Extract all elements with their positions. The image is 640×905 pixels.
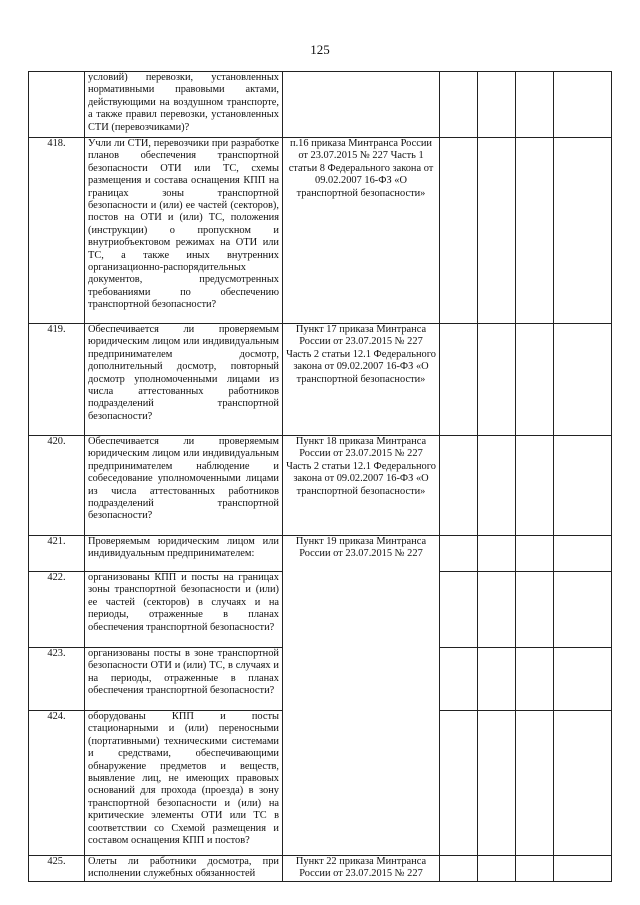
question-text: Обеспечивается ли проверяемым юридическим лицом или индивидуальным предпринимателем досмотр, дополнительный досмотр, повторный досмотр уполномоченными лицами из числа аттестованных работников подразделений транспортной безопасности? (85, 324, 283, 436)
comment-cell (554, 536, 612, 572)
table-row (29, 436, 612, 536)
answer-cell-no (478, 572, 516, 648)
answer-cell-no (478, 138, 516, 324)
reference-text: п.16 приказа Минтранса России от 23.07.2015 № 227 Часть 1 статьи 8 Федерального закона от 09.02.2007 16-ФЗ «О транспортной безопасности» (283, 138, 440, 324)
table-row (29, 138, 612, 324)
row-number: 421. (29, 536, 85, 572)
answer-cell-no (478, 711, 516, 856)
reference-text: Пункт 17 приказа Минтранса России от 23.07.2015 № 227 Часть 2 статьи 12.1 Федерального закона от 09.02.2007 16-ФЗ «О транспортной безопасности» (283, 324, 440, 436)
answer-cell-yes (440, 711, 478, 856)
answer-cell-na (516, 572, 554, 648)
reference-text: Пункт 18 приказа Минтранса России от 23.07.2015 № 227 Часть 2 статьи 12.1 Федерального закона от 09.02.2007 16-ФЗ «О транспортной безопасности» (283, 436, 440, 536)
row-number: 419. (29, 324, 85, 436)
answer-cell-na (516, 138, 554, 324)
comment-cell (554, 324, 612, 436)
row-number: 420. (29, 436, 85, 536)
answer-cell-na (516, 536, 554, 572)
question-text: условий) перевозки, установленных нормативными правовыми актами, действующими на воздушном транспорте, а также правил перевозки, установленных СТИ (перевозчиками)? (85, 72, 283, 138)
answer-cell-yes (440, 536, 478, 572)
answer-cell-no (478, 648, 516, 711)
comment-cell (554, 436, 612, 536)
answer-cell-yes (440, 572, 478, 648)
comment-cell (554, 572, 612, 648)
answer-cell-no (478, 856, 516, 882)
answer-cell-na (516, 856, 554, 882)
comment-cell (554, 648, 612, 711)
row-number: 418. (29, 138, 85, 324)
question-text: оборудованы КПП и посты стационарными и (или) переносными (портативными) техническими системами и средствами, обеспечивающими обнаружение предметов и веществ, выявление лиц, не имеющих правовых оснований для прохода (проезда) в зону транспортной безопасности и (или) на критические элементы ОТИ или ТС в соответствии со Схемой размещения и составом оснащения КПП и постов? (85, 711, 283, 856)
answer-cell-yes (440, 648, 478, 711)
answer-cell-yes (440, 324, 478, 436)
answer-cell-yes (440, 856, 478, 882)
requirements-table (28, 71, 612, 882)
row-number: 425. (29, 856, 85, 882)
answer-cell-no (478, 436, 516, 536)
answer-cell-yes (440, 72, 478, 138)
question-text: организованы посты в зоне транспортной безопасности ОТИ и (или) ТС, в случаях и на периоды, отраженные в планах обеспечения транспортной безопасности? (85, 648, 283, 711)
answer-cell-na (516, 711, 554, 856)
question-text: Обеспечивается ли проверяемым юридическим лицом или индивидуальным предпринимателем наблюдение и собеседование уполномоченными лицами из числа аттестованных работников подразделений транспортной безопасности? (85, 436, 283, 536)
answer-cell-no (478, 536, 516, 572)
answer-cell-na (516, 436, 554, 536)
answer-cell-na (516, 324, 554, 436)
comment-cell (554, 72, 612, 138)
question-text: Учли ли СТИ, перевозчики при разработке планов обеспечения транспортной безопасности ОТИ или ТС, схемы размещения и состава оснащения КПП на границах зоны транспортной безопасности и (или) ее частей (секторов), постов на ОТИ и (или) ТС, положения (инструкции) о пропускном и внутриобъектовом режимах на ОТИ или ТС, а также иных внутренних организационно-распорядительных документов, предусмотренных требованиями по обеспечению транспортной безопасности? (85, 138, 283, 324)
answer-cell-yes (440, 436, 478, 536)
reference-text (283, 72, 440, 138)
comment-cell (554, 138, 612, 324)
row-number: 422. (29, 572, 85, 648)
row-number: 423. (29, 648, 85, 711)
table-row (29, 324, 612, 436)
reference-text: Пункт 19 приказа Минтранса России от 23.07.2015 № 227 (283, 536, 440, 856)
answer-cell-no (478, 324, 516, 436)
question-text: организованы КПП и посты на границах зоны транспортной безопасности и (или) ее частей (секторов) в случаях и на периоды, отраженные в планах обеспечения транспортной безопасности? (85, 572, 283, 648)
answer-cell-na (516, 648, 554, 711)
answer-cell-no (478, 72, 516, 138)
row-number: 424. (29, 711, 85, 856)
page-number: 125 (310, 42, 330, 57)
row-number (29, 72, 85, 138)
table-row (29, 536, 612, 572)
reference-text: Пункт 22 приказа Минтранса России от 23.07.2015 № 227 (283, 856, 440, 882)
answer-cell-yes (440, 138, 478, 324)
question-text: Проверяемым юридическим лицом или индивидуальным предпринимателем: (85, 536, 283, 572)
question-text: Олеты ли работники досмотра, при исполнении служебных обязанностей (85, 856, 283, 882)
table-row (29, 72, 612, 138)
comment-cell (554, 856, 612, 882)
answer-cell-na (516, 72, 554, 138)
table-row (29, 856, 612, 882)
comment-cell (554, 711, 612, 856)
